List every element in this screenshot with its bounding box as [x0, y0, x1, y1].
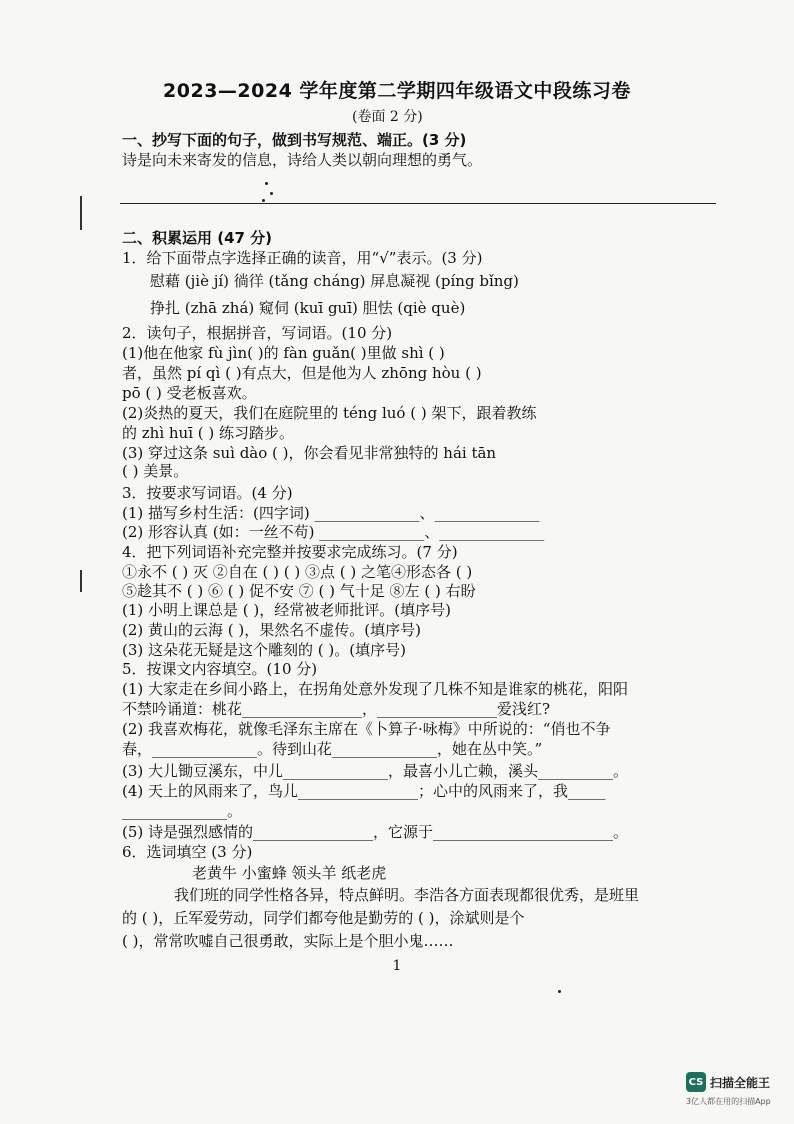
- copy-sentence: 诗是向未来寄发的信息，诗给人类以朝向理想的勇气。: [122, 151, 483, 169]
- q2-line-5: 的 zhì huī ( ) 练习踏步。: [122, 424, 295, 442]
- q3-item-1: (1) 描写乡村生活：(四字词) ______________、______________: [122, 504, 540, 522]
- q5-line-5: (3) 大儿锄豆溪东，中儿______________，最喜小儿亡赖，溪头__________。: [122, 762, 629, 780]
- q5-line-6: (4) 天上的风雨来了，鸟儿________________；心中的风雨来了，我_____: [122, 782, 606, 800]
- q4-words-2: ⑤趁其不 ( ) ⑥ ( ) 促不安 ⑦ ( ) 气十足 ⑧左 ( ) 右盼: [122, 582, 476, 600]
- q6-passage-2: 的 ( )，丘军爱劳动，同学们都夸他是勤劳的 ( )，涂斌则是个: [122, 909, 525, 927]
- q6-passage-3: ( )，常常吹嘘自己很勇敢，实际上是个胆小鬼……: [122, 932, 454, 950]
- q1-row-2: 挣扎 (zhā zhá) 窥伺 (kuī guī) 胆怯 (qiè què): [150, 299, 466, 317]
- q6-passage-1: 我们班的同学性格各异，特点鲜明。李浩各方面表现都很优秀，是班里: [174, 886, 640, 904]
- q6-word-bank: 老黄牛 小蜜蜂 领头羊 纸老虎: [192, 864, 387, 882]
- q5-line-2: 不禁吟诵道：桃花________________，________________爱浅红?: [122, 700, 551, 718]
- q2-prompt: 2．读句子，根据拼音，写词语。(10 分): [122, 324, 393, 342]
- q5-line-8: (5) 诗是强烈感情的________________，它源于________________________。: [122, 823, 629, 841]
- scan-edge-mark: [80, 570, 82, 592]
- q6-prompt: 6．选词填空 (3 分): [122, 843, 253, 861]
- writing-line: [120, 203, 716, 204]
- q2-line-2: 者，虽然 pí qì ( )有点大，但是他为人 zhōng hòu ( ): [122, 364, 482, 382]
- ink-dot: [558, 990, 561, 993]
- q5-line-7: ______________。: [122, 802, 243, 820]
- scan-edge-mark: [80, 196, 82, 230]
- q2-line-1: (1)他在他家 fù jìn( )的 fàn guǎn( )里做 shì ( ): [122, 344, 445, 362]
- section-2-heading: 二、积累运用 (47 分): [122, 229, 273, 247]
- q1-row-1: 慰藉 (jiè jí) 徜徉 (tǎng cháng) 屏息凝视 (píng bǐng): [150, 272, 519, 290]
- scanner-tagline: 3亿人都在用的扫描App: [686, 1097, 771, 1106]
- q5-prompt: 5．按课文内容填空。(10 分): [122, 660, 318, 678]
- q4-item-1: (1) 小明上课总是 ( )，经常被老师批评。(填序号): [122, 601, 451, 619]
- q2-line-4: (2)炎热的夏天，我们在庭院里的 téng luó ( ) 架下，跟着教练: [122, 404, 537, 422]
- scanner-app-name: 扫描全能王: [710, 1075, 771, 1090]
- scanner-logo-icon: CS: [686, 1072, 706, 1092]
- section-1-heading: 一、抄写下面的句子，做到书写规范、端正。(3 分): [122, 131, 467, 149]
- q5-line-3: (2) 我喜欢梅花，就像毛泽东主席在《卜算子·咏梅》中所说的：“俏也不争: [122, 720, 611, 738]
- page-number: 1: [392, 958, 402, 974]
- q1-prompt: 1．给下面带点字选择正确的读音，用“√”表示。(3 分): [122, 249, 483, 267]
- q2-line-7: ( ) 美景。: [122, 462, 189, 480]
- q5-line-4: 春，______________。待到山花______________，她在丛中笑。”: [122, 740, 543, 758]
- scanner-watermark: [686, 1072, 770, 1092]
- subtitle: (卷面 2 分): [352, 109, 423, 125]
- q4-item-2: (2) 黄山的云海 ( )，果然名不虚传。(填序号): [122, 621, 421, 639]
- q3-item-2: (2) 形容认真 (如：一丝不苟) ______________、______________: [122, 523, 545, 541]
- q2-line-3: pō ( ) 受老板喜欢。: [122, 384, 257, 402]
- q3-prompt: 3．按要求写词语。(4 分): [122, 484, 293, 502]
- ink-dot: [262, 199, 265, 202]
- page-title: 2023—2024 学年度第二学期四年级语文中段练习卷: [163, 80, 631, 102]
- q4-prompt: 4．把下列词语补充完整并按要求完成练习。(7 分): [122, 543, 458, 561]
- ink-dot: [270, 192, 273, 195]
- q2-line-6: (3) 穿过这条 suì dào ( )，你会看见非常独特的 hái tān: [122, 444, 497, 462]
- q5-line-1: (1) 大家走在乡间小路上，在拐角处意外发现了几株不知是谁家的桃花，阳阳: [122, 680, 629, 698]
- q4-item-3: (3) 这朵花无疑是这个雕刻的 ( )。(填序号): [122, 641, 406, 659]
- ink-dot: [265, 182, 268, 185]
- q4-words-1: ①永不 ( ) 灭 ②自在 ( ) ( ) ③点 ( ) 之笔④形态各 ( ): [122, 563, 473, 581]
